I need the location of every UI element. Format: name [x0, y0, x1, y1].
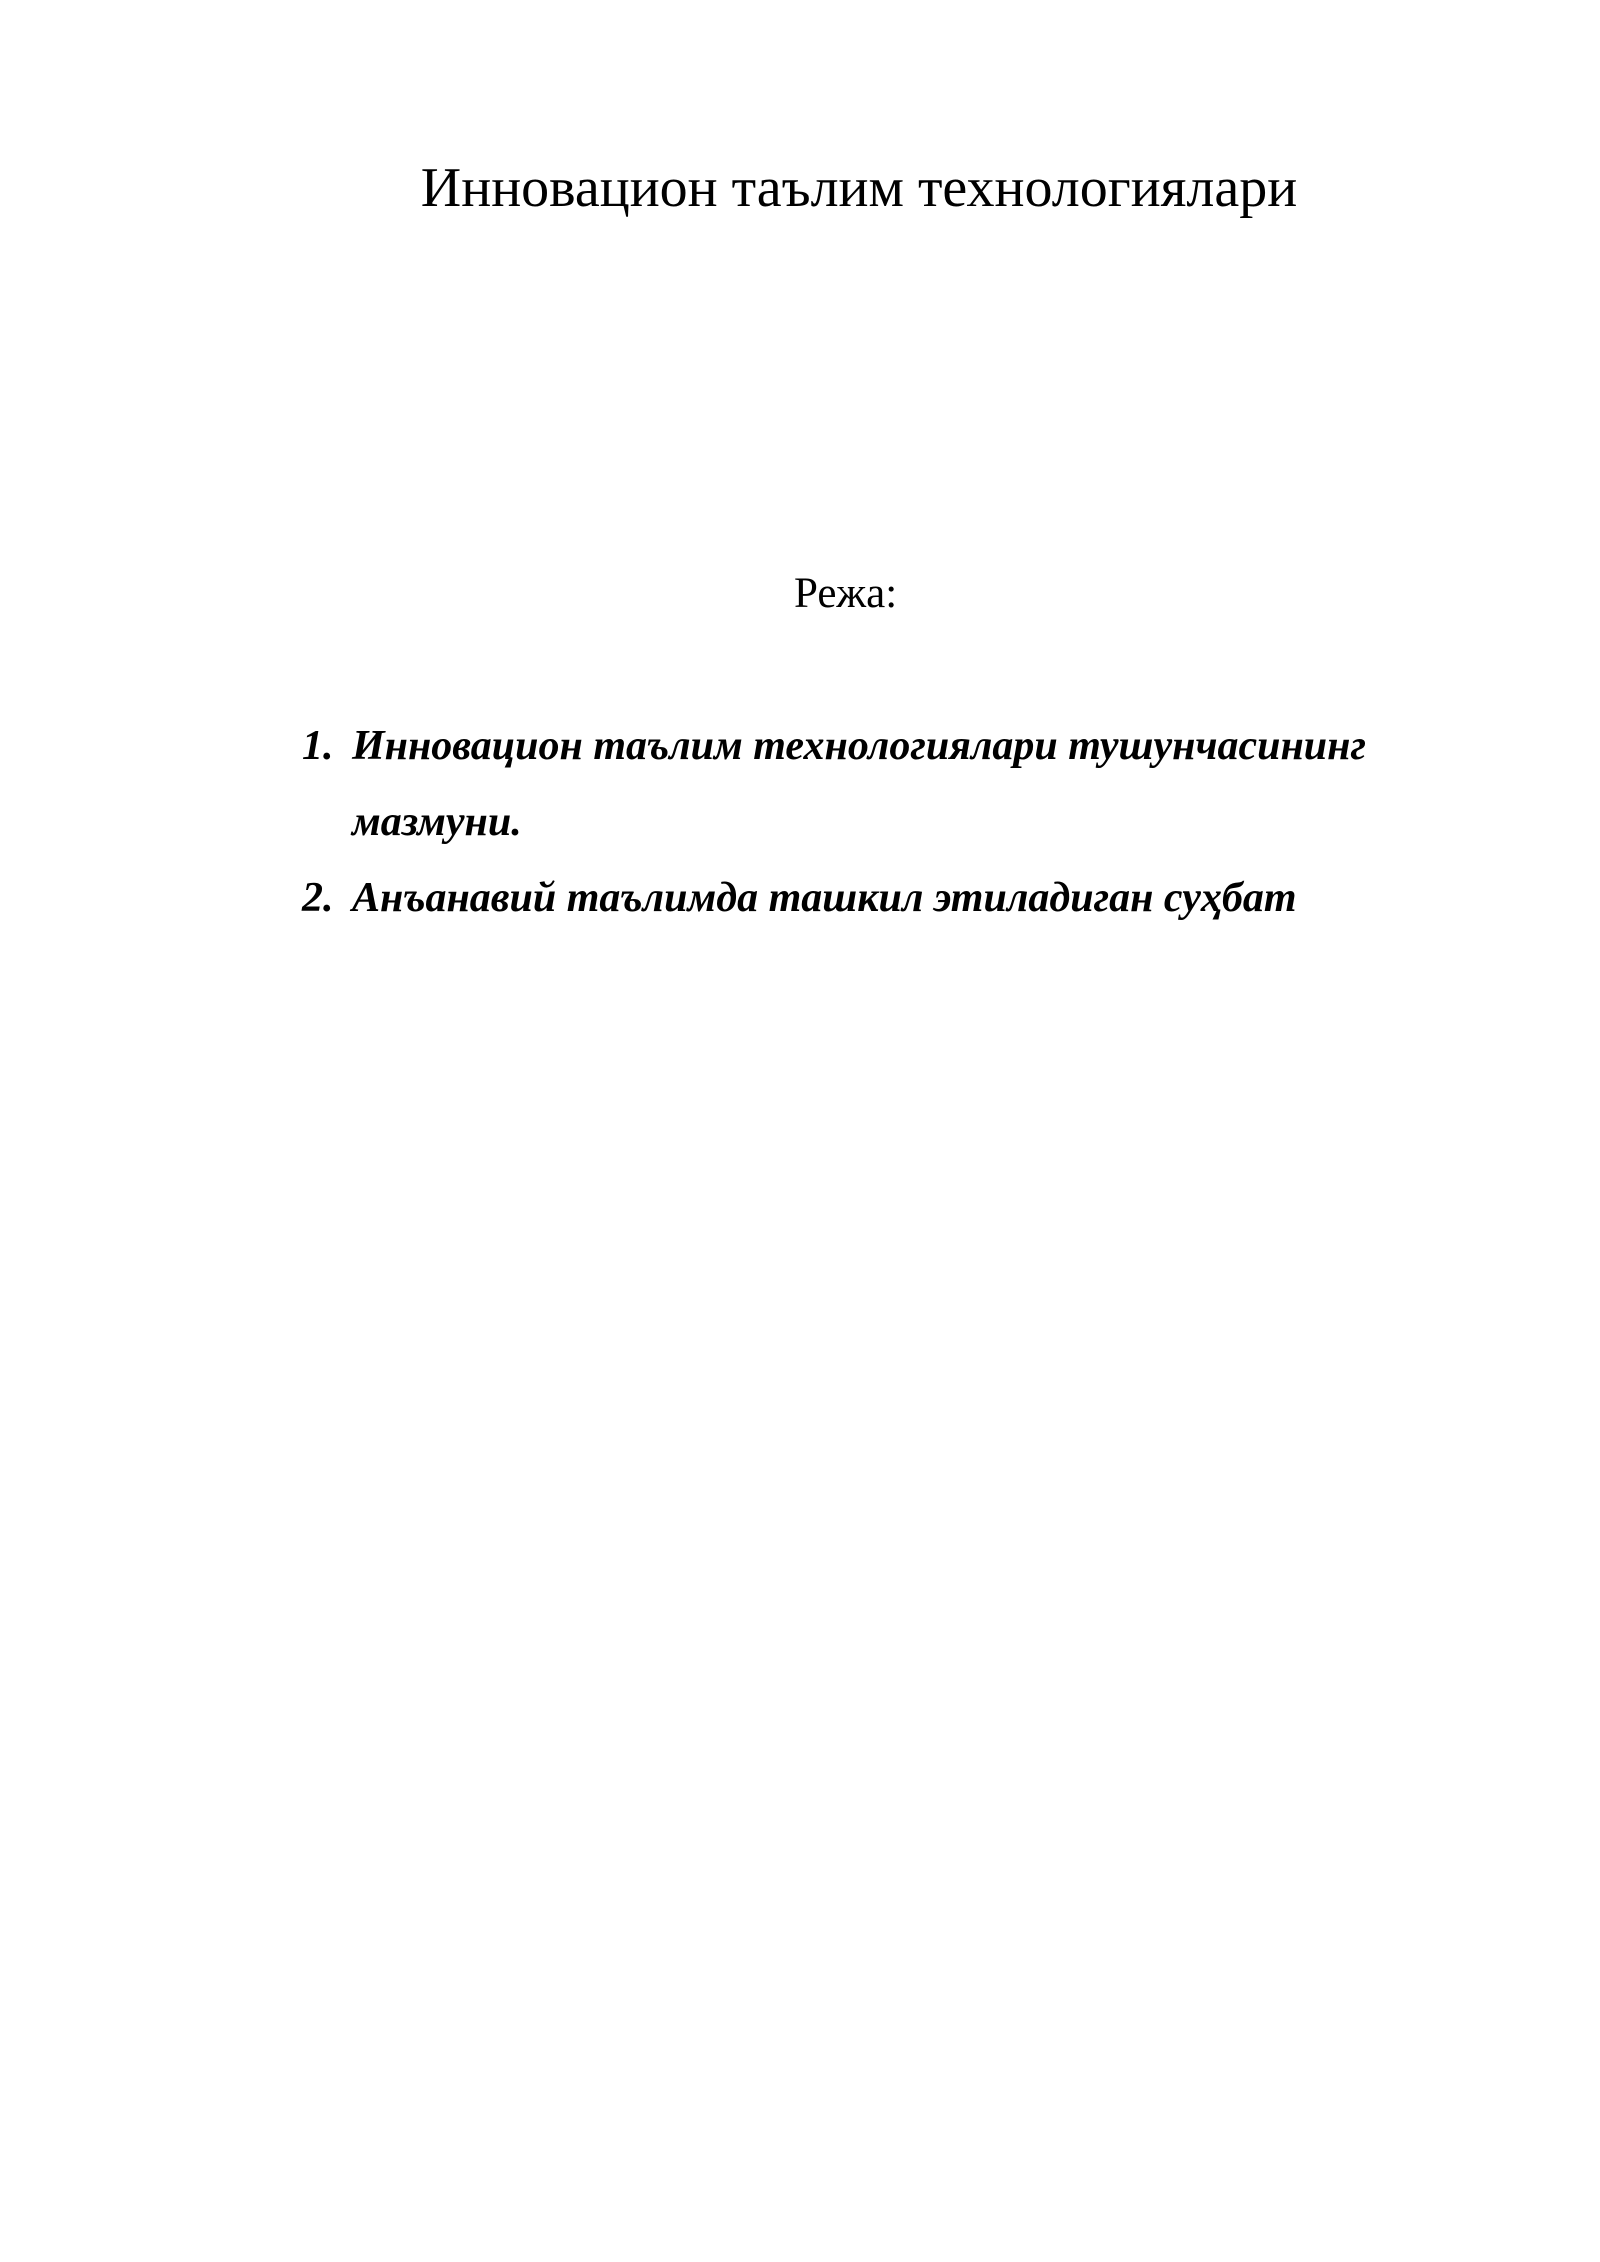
plan-item	[302, 708, 1462, 860]
plan-list	[302, 708, 1462, 936]
title-container	[394, 152, 1324, 224]
plan-item-text: Анъанавий таълимда ташкил этиладиган суҳбат	[352, 875, 1297, 921]
document-title: Инновацион таълим технологиялари	[420, 157, 1298, 219]
plan-item-number: 2.	[302, 875, 334, 921]
plan-item-text: Инновацион таълим технологиялари тушунчасининг мазмуни.	[352, 723, 1366, 845]
plan-heading: Режа:	[794, 570, 898, 617]
plan-item-number: 1.	[302, 723, 334, 769]
plan-item	[302, 860, 1462, 936]
